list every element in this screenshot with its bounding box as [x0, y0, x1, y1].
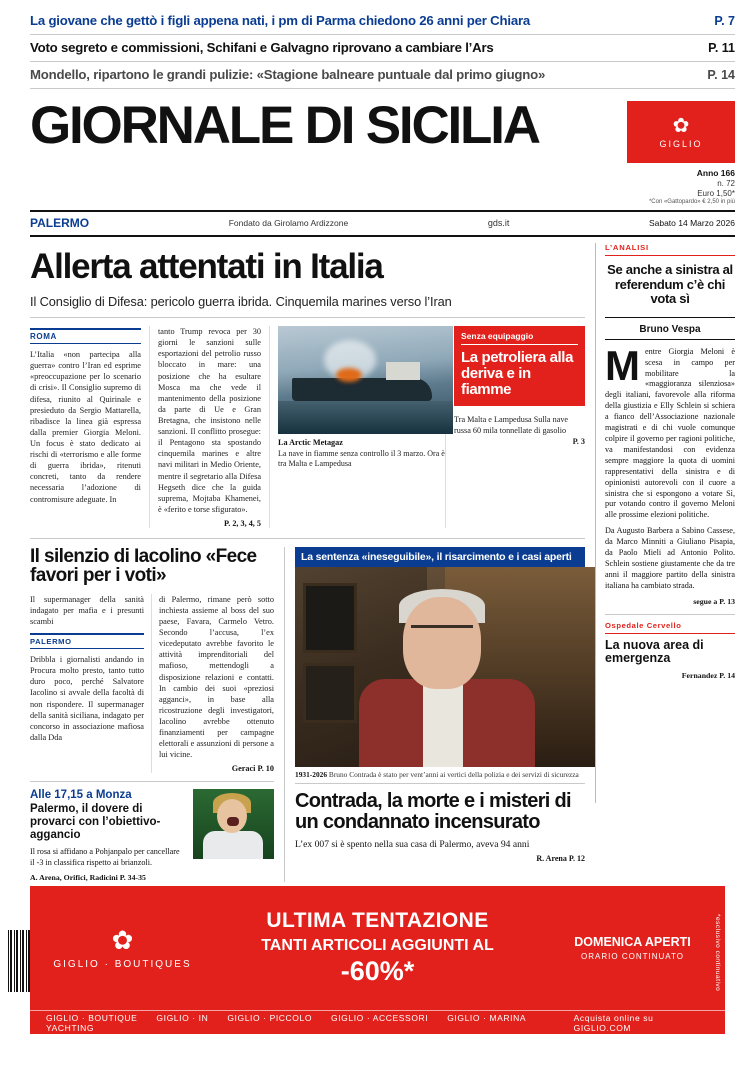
teaser-item[interactable] — [30, 8, 735, 35]
secondary-section — [30, 538, 585, 882]
founder-line: Fondato da Girolamo Ardizzone — [228, 218, 349, 229]
teaser-text: Voto segreto e commissioni, Schifani e Galvagno riprovano a cambiare l’Ars — [30, 40, 494, 55]
masthead-right — [627, 101, 735, 206]
iacolino-title[interactable]: Il silenzio di Iacolino «Fece favori per i voti» — [30, 545, 257, 587]
teaser-page: P. 14 — [707, 68, 735, 82]
iacolino-body-2: di Palermo, rimane però sotto inchiesta assieme al boss del suo paese, Favara, Carmelo Vetro. Secondo l’accusa, l’ex vicedeputato avrebbe favorito le attività imprenditoriali del mafioso, mettendogli a disposizione relazioni e contatti. In cambio dei suoi «preziosi agganci», in base alla ricostruzione degli investigatori, Iacolino avrebbe ottenuto finanziamenti per campagne elettorali e assunzioni di persone a lui vicine. — [159, 594, 274, 760]
monza-article — [30, 781, 274, 882]
barcode — [8, 930, 30, 992]
teaser-item[interactable] — [30, 62, 735, 89]
lead-body-1: L’Italia «non partecipa alla guerra» contro l’Iran ed esprime «preoccupazione per lo scenario di crisi». Il Consiglio supremo di difesa, riunito al Quirinale e presieduto da Sergio Mattarella, ribadisce la linea già espressa dalla premier Giorgia Meloni. Un focus è stato dedicato ai rischi di «terrorismo e alle forme di guerra ibrida», ritenuti concreti, tanto da rendere necessaria l’adozione di contromisure adeguate. In — [30, 350, 141, 504]
lead-page-ref[interactable]: P. 2, 3, 4, 5 — [224, 518, 261, 528]
teaser-item[interactable] — [30, 35, 735, 62]
issue-info — [649, 168, 735, 206]
cervello-page-ref[interactable]: Fernandez P. 14 — [681, 671, 735, 681]
contrada-credit-text: Bruno Contrada è stato per vent’anni ai vertici della polizia e dei servizi di sicurezza — [328, 769, 579, 779]
teaser-page: P. 7 — [714, 14, 735, 28]
iacolino-deck: Il supermanager della sanità indagato per mafia e i presunti scambi — [30, 594, 144, 626]
contrada-dates: 1931-2026 — [295, 769, 328, 779]
contrada-byline[interactable]: R. Arena P. 12 — [536, 853, 585, 863]
sponsor-name: GIGLIO — [659, 138, 703, 149]
photo-caption-title: La Arctic Metagaz — [278, 438, 343, 448]
contrada-photo — [295, 567, 595, 767]
ad-brand-item[interactable]: GIGLIO · MARINA YACHTING — [46, 1012, 526, 1033]
iacolino-body-1: Dribbla i giornalisti andando in Procura molto presto, tanto tutto duro poco, perché Salvatore Iacolino si avvale della facoltà di non rispondere. Il supermanager della sanità siciliana, indagato per concorso in associazione mafiosa dalla Dda — [30, 655, 144, 742]
analysis-body-2: Da Augusto Barbera a Sabino Cassese, da Marco Minniti a Giuliano Pisapia, da Paolo Mieli ad Antonio Polito. Schlein sostiene giustamente che da tre anni il maggiore partito della sinistra italiana ha cambiato strada. — [605, 526, 735, 590]
ad-subtitle: TANTI ARTICOLI AGGIUNTI AL — [261, 937, 494, 954]
highlight-deck-text: Tra Malta e Lampedusa Sulla nave russa 60 mila tonnellate di gasolio — [454, 414, 569, 435]
lead-body-2: tanto Trump revoca per 30 giorni le sanzioni sulle esportazioni del petrolio russo bloccato in mare: una posizione che ha esultare Mosca ma che vede il mantenimento della posizione da parte di Ue e Gran Bretagna, che insistono nelle sanzioni. Il conflitto prosegue: il Pentagono sta spostando cinquemila marines e altre navi militari in Medio Oriente, mentre il segretario alla Difesa Hegseth dice che la guida suprema, Mojtaba Khamenei, è «ferito e torse sfigurato». — [158, 327, 261, 514]
ad-brand-item[interactable]: GIGLIO · PICCOLO — [227, 1012, 313, 1023]
highlight-deck — [454, 414, 585, 447]
glasses-shape — [411, 625, 473, 641]
teaser-text: La giovane che gettò i figli appena nati, i pm di Parma chiedono 26 anni per Chiara — [30, 13, 531, 28]
issue-year: Anno 166 — [696, 168, 735, 178]
iacolino-col-2 — [152, 594, 274, 774]
issue-price-note: *Con «Gattopardo» € 2,50 in più — [648, 198, 735, 205]
ad-brand-item[interactable]: GIGLIO · ACCESSORI — [331, 1012, 429, 1023]
ad-logo — [30, 924, 215, 970]
ad-center — [215, 909, 540, 987]
hull-shape — [292, 378, 432, 401]
teaser-page: P. 11 — [708, 41, 735, 55]
advertisement[interactable] — [30, 886, 725, 1034]
ad-opening-sub: ORARIO CONTINUATO — [581, 952, 684, 961]
ad-brand-list — [46, 1013, 574, 1033]
issue-number: n. 72 — [717, 178, 735, 188]
issue-date: Sabato 14 Marzo 2026 — [648, 218, 735, 229]
photo-caption-text: La nave in fiamme senza controllo il 3 marzo. Ora è tra Malta e Lampedusa — [278, 448, 445, 469]
monza-text — [30, 789, 193, 882]
analysis-kicker: L’ANALISI — [605, 243, 735, 256]
edition-city: PALERMO — [30, 216, 90, 231]
cervello-box[interactable] — [605, 614, 735, 681]
flower-icon: ✿ — [672, 114, 690, 137]
contrada-title[interactable]: Contrada, la morte e i misteri di un condannato incensurato — [295, 789, 571, 833]
main-content — [0, 243, 755, 883]
iacolino-kicker: PALERMO — [30, 633, 144, 649]
lead-standfirst: Il Consiglio di Difesa: pericolo guerra ibrida. Cinquemila marines verso l’Iran — [30, 294, 585, 318]
ad-brand-item[interactable]: GIGLIO · IN — [156, 1012, 209, 1023]
ad-disclaimer: *esclusivo continuativo — [714, 914, 721, 992]
ad-opening-note: DOMENICA APERTI — [574, 935, 691, 949]
lead-kicker: ROMA — [30, 328, 141, 344]
page-title: GIORNALE DI SICILIA — [30, 96, 539, 155]
teaser-text: Mondello, ripartono le grandi pulizie: «Stagione balneare puntuale dal primo giugno» — [30, 67, 546, 82]
mouth-shape — [227, 817, 239, 826]
website-link[interactable]: gds.it — [487, 218, 510, 229]
ad-content — [30, 886, 725, 1010]
lead-col-3 — [270, 326, 445, 528]
footballer-photo — [193, 789, 274, 859]
masthead — [0, 91, 755, 206]
iacolino-article — [30, 547, 285, 882]
drop-cap: M — [605, 341, 640, 389]
highlight-title: La petroliera alla deriva e in fiamme — [461, 349, 574, 398]
ship-photo — [278, 326, 453, 434]
cervello-kicker: Ospedale Cervello — [605, 621, 735, 634]
ad-brand-item[interactable]: GIGLIO · BOUTIQUE — [46, 1012, 138, 1023]
jersey-shape — [203, 831, 263, 859]
highlight-box[interactable] — [454, 326, 585, 406]
contrada-banner[interactable]: La sentenza «ineseguibile», il risarcimento e i casi aperti — [295, 547, 585, 567]
iacolino-col-1 — [30, 594, 152, 774]
lead-col-2 — [150, 326, 270, 528]
contrada-photo-credit — [295, 767, 585, 784]
analysis-body-1: entre Giorgia Meloni è scesa in campo per mobilitare la «maggioranza silenziosa» degli italiani, favorevole alla riforma della giustizia e Elly Schlein si schiera a fianco dell’Associazione nazionale magistrati e di chi vuole comunque colpire il governo per ragioni politiche, va manifestandosi con evidenza sempre maggiore la quota di uomini rappresentativi della sinistra e di opinionisti autorevoli con il cuore a sinistra che si espongono a votare Sì, pur votando contro il governo Meloni alle prossime elezioni politiche. — [605, 346, 735, 520]
highlight-kicker: Senza equipaggio — [461, 331, 578, 345]
issue-price: Euro 1,50* — [697, 188, 735, 198]
shirt-shape — [423, 683, 463, 767]
analysis-body-block — [605, 341, 735, 606]
iacolino-page-ref[interactable]: Geraci P. 10 — [231, 764, 274, 774]
face-shape — [217, 799, 247, 833]
analysis-column — [595, 243, 735, 803]
ad-online-link[interactable]: Acquista online su GIGLIO.COM — [573, 1012, 654, 1033]
ad-discount: -60%* — [340, 956, 415, 986]
sea-shape — [278, 401, 453, 434]
lead-article — [30, 326, 585, 528]
face-shape — [403, 597, 481, 689]
monza-title[interactable]: Palermo, il dovere di provarci con l’obiettivo-aggancio — [30, 803, 161, 841]
sponsor-logo[interactable] — [627, 101, 735, 163]
analysis-continue-ref[interactable]: segue a P. 13 — [693, 596, 735, 606]
monza-page-ref[interactable]: A. Arena, Orifici, Radicini P. 34-35 — [30, 873, 146, 883]
lead-headline[interactable]: Allerta attentati in Italia — [30, 247, 383, 287]
flower-icon: ✿ — [111, 924, 134, 955]
superstructure-shape — [386, 362, 420, 380]
highlight-page-ref[interactable]: P. 3 — [572, 436, 585, 446]
picture-frame-shape-2 — [303, 663, 357, 723]
monza-body: Il rosa si affidano a Pohjanpalo per cancellare il -3 in classifica rispetto ai brianzoli. — [30, 847, 180, 868]
iacolino-columns — [30, 594, 274, 774]
cervello-title: La nuova area di emergenza — [605, 637, 704, 666]
ad-footer — [30, 1010, 725, 1034]
contrada-deck: L’ex 007 si è spento nella sua casa di Palermo, aveva 94 anni — [295, 838, 530, 850]
left-column — [30, 243, 595, 883]
lead-col-1 — [30, 326, 150, 528]
ad-title: ULTIMA TENTAZIONE — [266, 909, 489, 932]
analysis-author: Bruno Vespa — [605, 317, 735, 340]
ad-right — [540, 935, 725, 961]
lead-col-4 — [445, 326, 585, 528]
teaser-list — [0, 0, 755, 91]
info-bar — [30, 210, 735, 237]
picture-frame-shape — [303, 583, 357, 653]
ad-brand-name: GIGLIO · BOUTIQUES — [53, 958, 192, 970]
contrada-article — [285, 547, 585, 882]
analysis-title[interactable]: Se anche a sinistra al referendum c’è chi vota sì — [607, 262, 733, 307]
monza-kicker: Alle 17,15 a Monza — [30, 789, 132, 802]
